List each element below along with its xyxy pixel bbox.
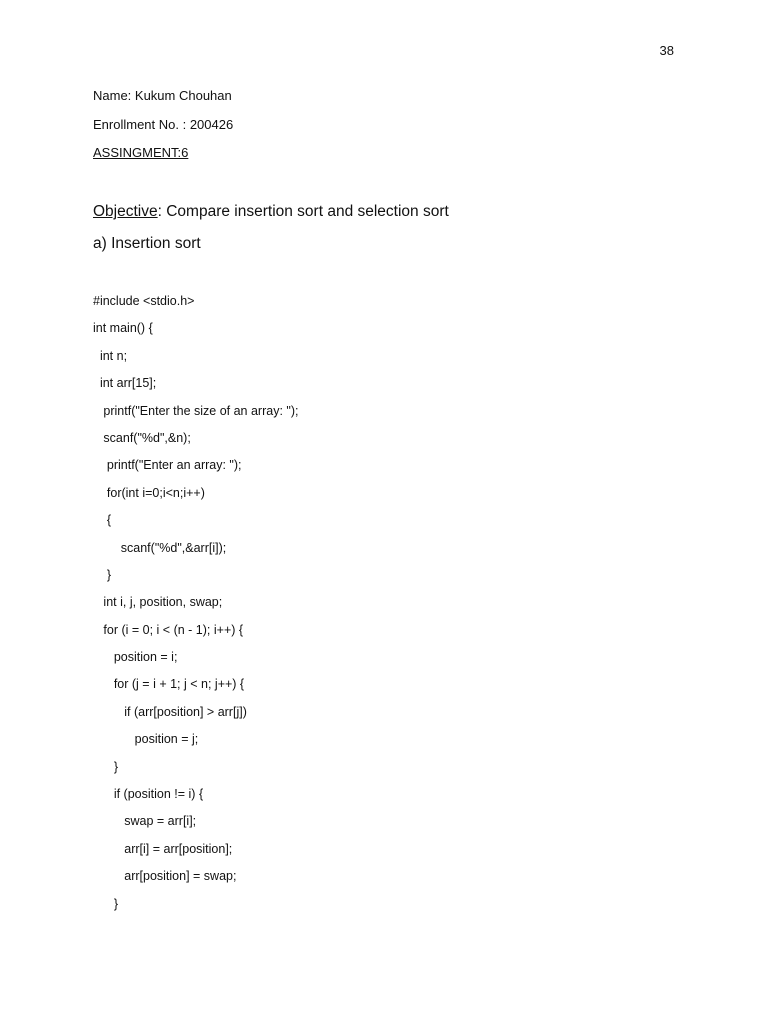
objective-text: : Compare insertion sort and selection sort — [157, 203, 449, 220]
code-line: int n; — [93, 348, 128, 363]
code-line: for(int i=0;i<n;i++) — [93, 485, 205, 500]
code-line: scanf("%d",&n); — [93, 430, 191, 445]
page-number: 38 — [659, 43, 674, 58]
code-line: } — [93, 567, 112, 582]
code-line: int arr[15]; — [93, 376, 157, 391]
code-line: position = i; — [93, 650, 178, 665]
code-line: for (j = i + 1; j < n; j++) { — [93, 677, 245, 692]
code-line: printf("Enter the size of an array: "); — [93, 403, 299, 418]
code-line: } — [93, 896, 119, 911]
enrollment-number: Enrollment No. : 200426 — [93, 117, 234, 132]
code-line: int i, j, position, swap; — [93, 595, 223, 610]
code-line: #include <stdio.h> — [93, 294, 195, 308]
code-line: if (arr[position] > arr[j]) — [93, 704, 247, 719]
objective-label: Objective — [93, 203, 158, 220]
code-line: arr[i] = arr[position]; — [93, 841, 233, 856]
code-line: scanf("%d",&arr[i]); — [93, 540, 227, 555]
code-listing — [93, 293, 298, 923]
code-line: for (i = 0; i < (n - 1); i++) { — [93, 622, 244, 637]
code-line: printf("Enter an array: "); — [93, 458, 242, 473]
code-line: position = j; — [93, 732, 199, 747]
code-line: if (position != i) { — [93, 787, 204, 802]
code-line: swap = arr[i]; — [93, 814, 197, 829]
code-line: arr[position] = swap; — [93, 869, 237, 884]
code-line: int main() { — [93, 321, 153, 336]
code-line: } — [93, 759, 119, 774]
objective-line — [93, 203, 449, 221]
section-heading: a) Insertion sort — [93, 235, 201, 252]
code-line: { — [93, 513, 112, 528]
assignment-title: ASSINGMENT:6 — [93, 145, 189, 160]
student-name: Name: Kukum Chouhan — [93, 88, 232, 103]
